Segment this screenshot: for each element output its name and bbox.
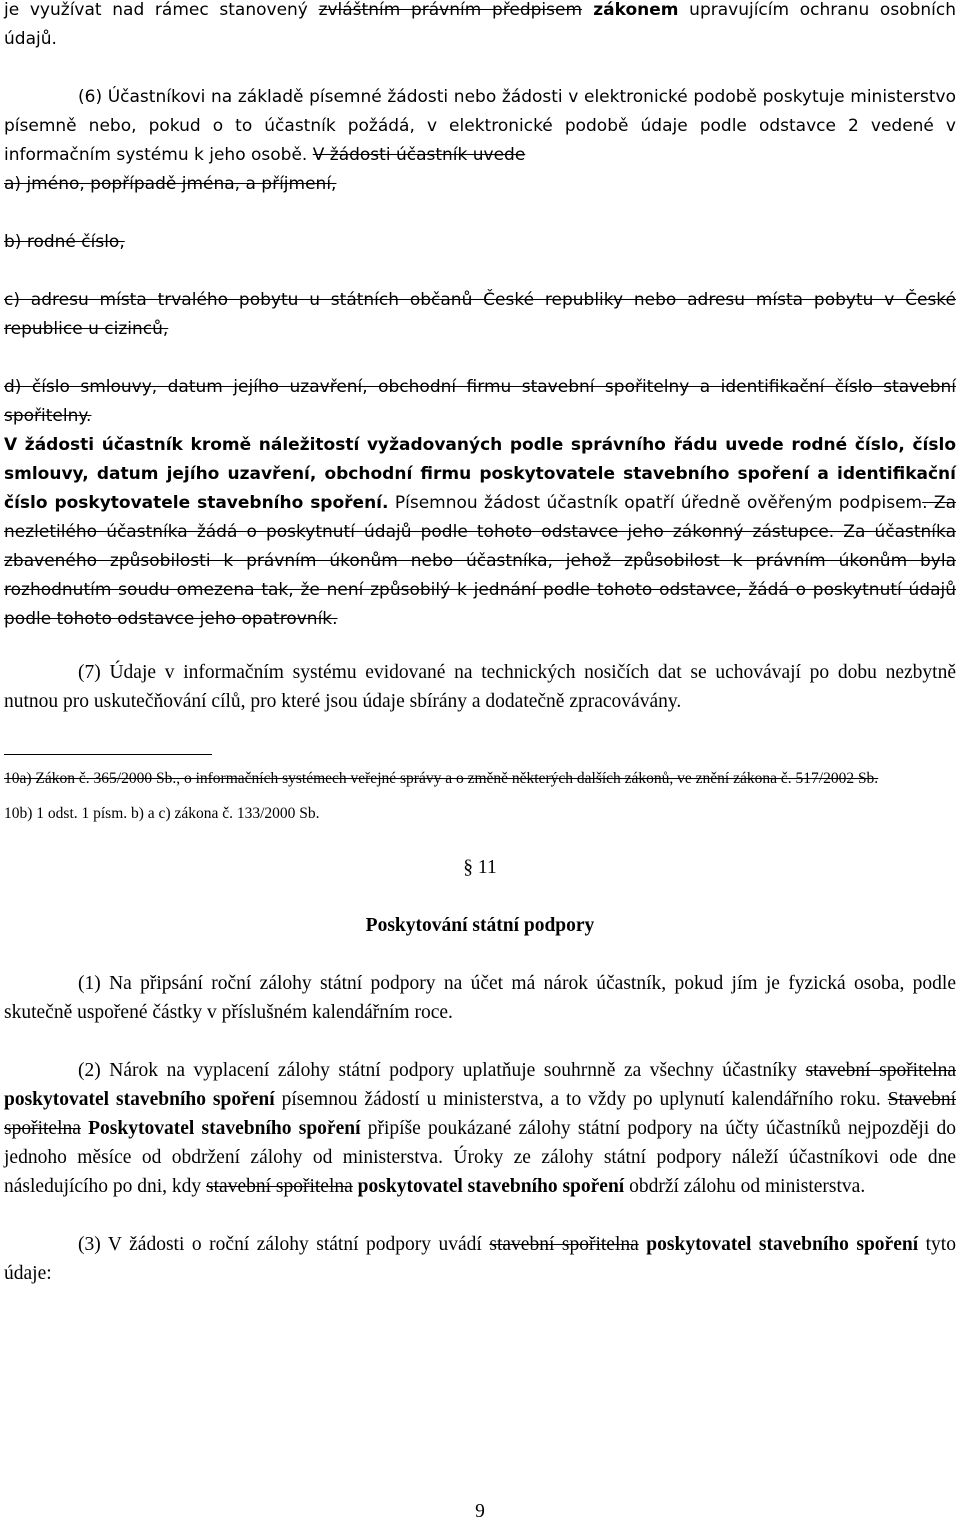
- list-item-a: a) jméno, popřípadě jména, a příjmení,: [4, 174, 337, 194]
- footnote-10b: 10b) 1 odst. 1 písm. b) a c) zákona č. 133/2000 Sb.: [4, 805, 320, 822]
- footnote-10a: 10a) Zákon č. 365/2000 Sb., o informačních systémech veřejné správy a o změně některých dalších zákonů, ve znění zákona č. 517/2002 Sb.: [4, 770, 879, 787]
- section-title: Poskytování státní podpory: [365, 915, 595, 936]
- section-paragraph-3: (3) V žádosti o roční zálohy státní podpory uvádí stavební spořitelna poskytovatel stavebního spoření tyto údaje:: [4, 1234, 956, 1284]
- paragraph-continuation: je využívat nad rámec stanovený zvláštním právním předpisem zákonem upravujícím ochranu osobních údajů.: [4, 0, 956, 49]
- list-item-b: b) rodné číslo,: [4, 232, 125, 252]
- paragraph-7: (7) Údaje v informačním systému evidované na technických nosičích dat se uchovávají po dobu nezbytně nutnou pro uskutečňování cílů, pro které jsou údaje sbírány a dodatečně zpracovávány.: [4, 662, 956, 712]
- list-item-c: c) adresu místa trvalého pobytu u státních občanů České republiky nebo adresu místa pobytu v České republice u cizinců,: [4, 290, 956, 339]
- section-number: § 11: [463, 857, 497, 878]
- page-number: 9: [475, 1501, 485, 1522]
- paragraph-6-continued: V žádosti účastník kromě náležitostí vyžadovaných podle správního řádu uvede rodné číslo, číslo smlouvy, datum jejího uzavření, obchodní firmu poskytovatele stavebního spoření a identifikační číslo poskytovatele stavebního spoření. Písemnou žádost účastník opatří úředně ověřeným podpisem. Za nezletilého účastníka žádá o poskytnutí údajů podle tohoto odstavce jeho zákonný zástupce. Za účastníka zbaveného způsobilosti k právním úkonům nebo účastníka, jehož způsobilost k právním úkonům byla rozhodnutím soudu omezena tak, že není způsobilý k jednání podle tohoto odstavce, žádá o poskytnutí údajů podle tohoto odstavce jeho opatrovník.: [4, 435, 956, 629]
- list-item-d: d) číslo smlouvy, datum jejího uzavření, obchodní firmu stavební spořitelny a identifikační číslo stavební spořitelny.: [4, 377, 956, 426]
- section-paragraph-2: (2) Nárok na vyplacení zálohy státní podpory uplatňuje souhrnně za všechny účastníky stavební spořitelna poskytovatel stavebního spoření písemnou žádostí u ministerstva, a to vždy po uplynutí kalendářního roku. Stavební spořitelna Poskytovatel stavebního spoření připíše poukázané zálohy státní podpory na účty účastníků nejpozději do jednoho měsíce od obdržení zálohy od ministerstva. Úroky ze zálohy státní podpory náleží účastníkovi ode dne následujícího po dni, kdy stavební spořitelna poskytovatel stavebního spoření obdrží zálohu od ministerstva.: [4, 1060, 956, 1197]
- paragraph-6: (6) Účastníkovi na základě písemné žádosti nebo žádosti v elektronické podobě poskytuje ministerstvo písemně nebo, pokud o to účastník požádá, v elektronické podobě údaje podle odstavce 2 vedené v informačním systému k jeho osobě. V žádosti účastník uvede: [4, 87, 956, 165]
- footnote-separator: [4, 754, 212, 755]
- section-paragraph-1: (1) Na připsání roční zálohy státní podpory na účet má nárok účastník, pokud jím je fyzická osoba, podle skutečně uspořené částky v příslušném kalendářním roce.: [4, 973, 956, 1023]
